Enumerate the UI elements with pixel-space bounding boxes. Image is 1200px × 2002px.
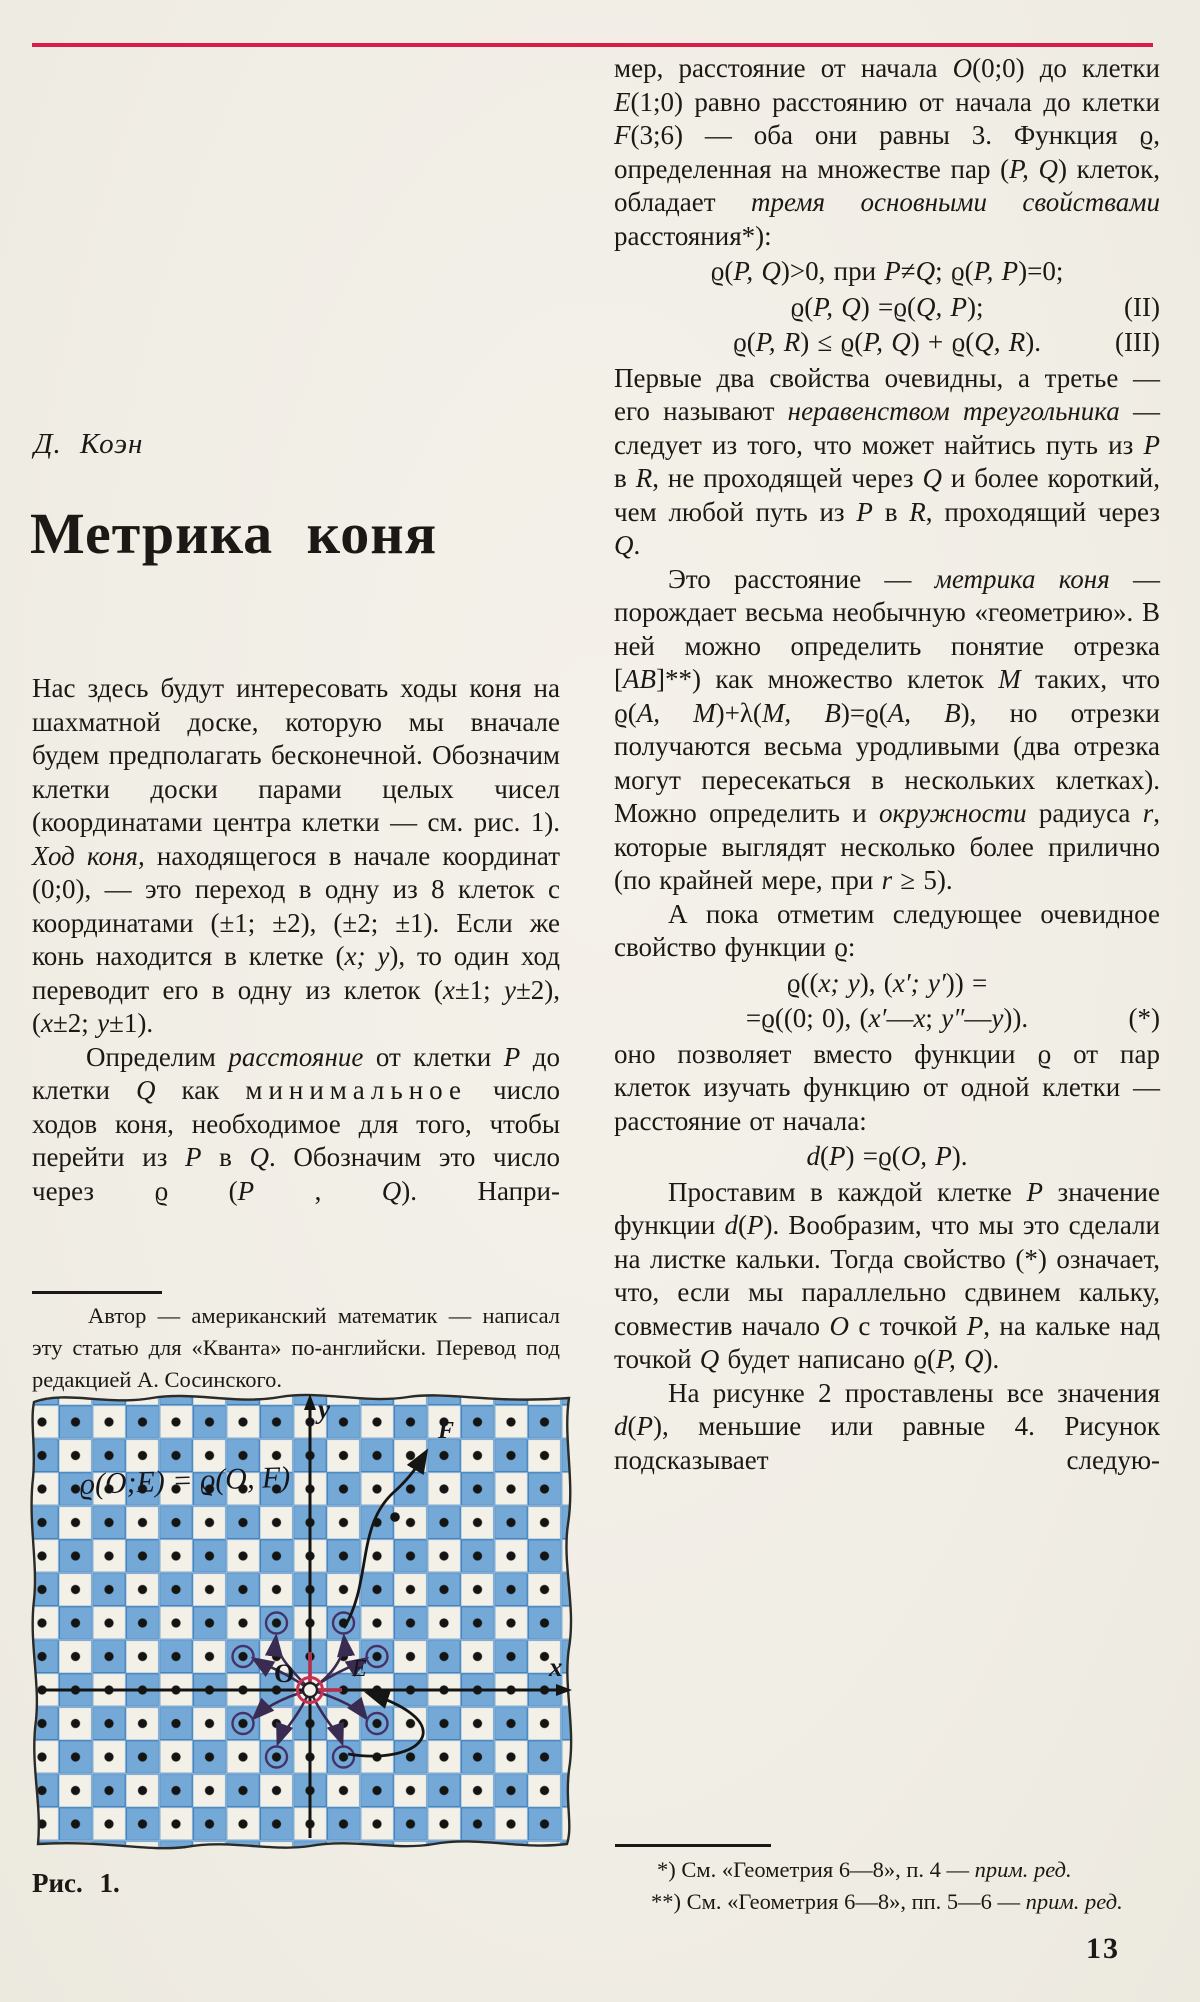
equation-d: d(P) =ϱ(O, P). (806, 1141, 968, 1171)
paragraph: А пока отметим следующее очевидное свойство функции ϱ: (614, 898, 1160, 962)
intermediate-dot (390, 1512, 400, 1522)
board (32, 1395, 572, 1848)
E-label: E (352, 1656, 367, 1682)
paragraph: Определим расстояние от клетки P до клетки Q как минимальное число ходов коня, необходимое для того, чтобы перейти из P в Q. Обозначим это число через ϱ (P , Q). Напри- (32, 1041, 560, 1206)
paragraph: Проставим в каждой клетке P значение функции d(P). Вообразим, что мы это сделали на листке кальки. Тогда свойство (*) означает, что, если мы параллельно сдвинем кальку, совместив начало O с точкой P, на кальке над точкой Q будет написано ϱ(P, Q). (614, 1176, 1160, 1374)
F-label: F (438, 1418, 455, 1444)
page-title: Метрика коня (30, 501, 438, 566)
paragraph: На рисунке 2 проставлены все значения d(P), меньшие или равные 4. Рисунок подсказывает следую- (614, 1377, 1160, 1475)
paragraph: Это расстояние — метрика коня — порождает весьма необычную «геометрию». В ней можно определить понятие отрезка [AB]**) как множество клеток M таких, что ϱ(A, M)+λ(M, B)=ϱ(A, B), но отрезки получаются весьма уродливыми (два отрезка могут пересекаться в нескольких клетках). Можно определить и окружности радиуса r, которые выглядят несколько более прилично (по крайней мере, при r ≥ 5). (614, 563, 1160, 895)
equation-number: (III) (1115, 327, 1160, 357)
paragraph: Нас здесь будут интересовать ходы коня на шахматной доске, которую мы вначале будем предполагать бесконечной. Обозначим клетки доски парами целых чисел (координатами центра клетки — см. рис. 1). Ход коня, находящегося в начале координат (0;0), — это переход в одну из 8 клеток с координатами (±1; ±2), (±2; ±1). Если же конь находится в клетке (x; y), то один ход переводит его в одну из клеток (x±1; y±2), (x±2; y±1). (32, 673, 560, 1038)
equation-i: ϱ(P, Q)>0, при P≠Q; ϱ(P, P)=0; (710, 256, 1064, 286)
knight-board-figure (22, 1386, 580, 1854)
footnote-rule-left (32, 1291, 162, 1294)
equation-iii: ϱ(P, R) ≤ ϱ(P, Q) + ϱ(Q, R). (III) (614, 326, 1160, 360)
equation-star-2: =ϱ((0; 0), (x′—x; y″—y)). (*) (614, 1002, 1160, 1036)
left-column (32, 672, 560, 1208)
footnote-text: **) См. «Геометрия 6—8», пп. 5—6 — прим. ред. (651, 1889, 1123, 1914)
footnote-text: *) См. «Геометрия 6—8», п. 4 — прим. ред. (657, 1857, 1072, 1882)
footnotes-right (615, 1854, 1160, 1918)
equation-ii: ϱ(P, Q) =ϱ(Q, P); (II) (614, 291, 1160, 325)
equation-number: (*) (1128, 1003, 1160, 1033)
top-rule (32, 43, 1153, 47)
article-author: Д. Коэн (34, 428, 144, 460)
y-axis-label: y (318, 1394, 330, 1424)
paragraph: Первые два свойства очевидны, а третье — его называют неравенством треугольника — следует из того, что может найтись путь из P в R, не проходящей через Q и более короткий, чем любой путь из P в R, проходящий через Q. (614, 362, 1161, 560)
board-formula: ϱ(O;E) = ϱ(O, F) (79, 1460, 291, 1501)
figure-1 (22, 1386, 580, 1854)
figure-caption: Рис. 1. (32, 1868, 120, 1898)
paragraph: мер, расстояние от начала O(0;0) до клетки E(1;0) равно расстоянию от начала до клетки F(3;6) — оба они равны 3. Функция ϱ, определенная на множестве пар (P, Q) клеток, обладает тремя основными свойствами расстояния*): (614, 53, 1160, 251)
page-number: 13 (1086, 1932, 1120, 1965)
origin-label: O (274, 1659, 295, 1688)
equation-number: (II) (1124, 291, 1160, 322)
footnote-rule-right (615, 1844, 771, 1847)
x-axis-label: x (549, 1652, 563, 1682)
footnote-left (32, 1300, 560, 1396)
paragraph: оно позволяет вместо функции ϱ от пар клеток изучать функцию от одной клетки — расстояние от начала: (614, 1038, 1160, 1136)
footnote-text: Автор — американский математик — написал эту статью для «Кванта» по-английски. Перевод под редакцией А. Сосинского. (32, 1303, 560, 1392)
equation-star-1: ϱ((x; y), (x′; y′)) = (786, 967, 988, 998)
right-column (614, 52, 1160, 1477)
